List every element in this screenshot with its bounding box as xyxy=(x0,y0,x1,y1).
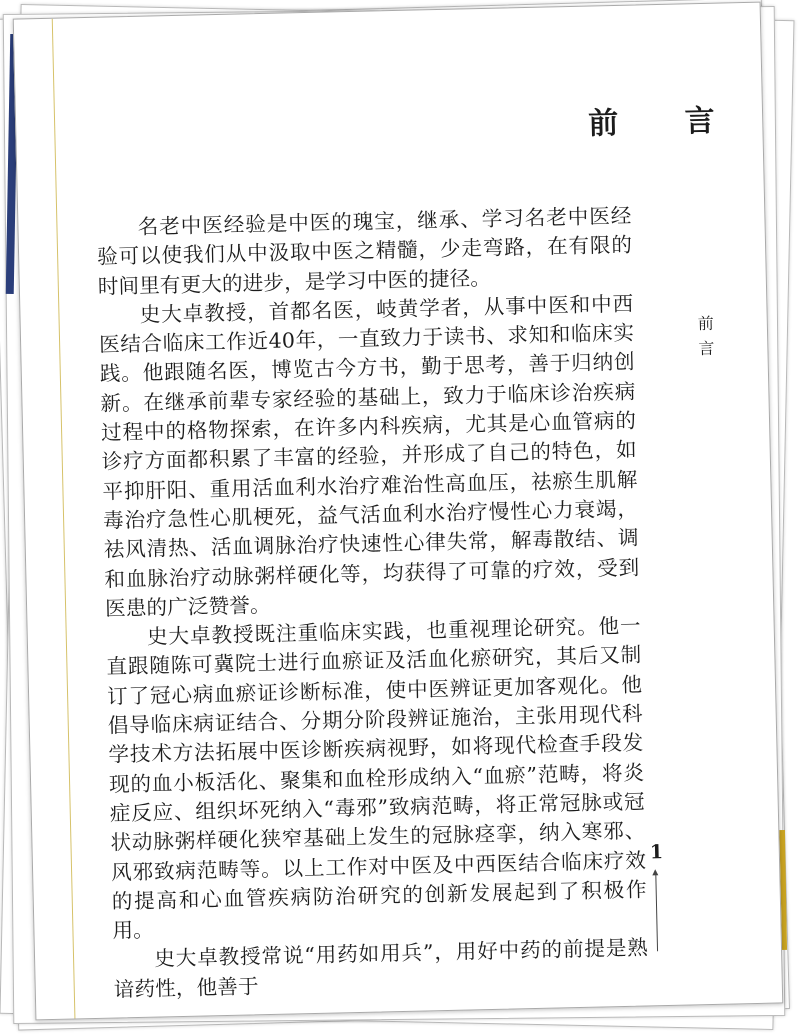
paragraph: 史大卓教授既注重临床实践，也重视理论研究。他一直跟随陈可冀院士进行血瘀证及活血化瘀研究，其后又制订了冠心病血瘀证诊断标准，使中医辨证更加客观化。他倡导临床病证结合、分期分阶段辨证施治，主张用现代科学技术方法拓展中医诊断疾病视野，如将现代检查手段发现的血小板活化、聚集和血栓形成纳入“血瘀”范畴，将炎症反应、组织坏死纳入“毒邪”致病范畴，将正常冠脉或冠状动脉粥样硬化狭窄基础上发生的冠脉痉挛，纳入寒邪、风邪致病范畴等。以上工作对中医及中西医结合临床疗效的提高和心血管疾病防治研究的创新发展起到了积极作用。 xyxy=(106,613,647,943)
paragraph: 史大卓教授，首都名医，岐黄学者，从事中医和中西医结合临床工作近40年，一直致力于读书、求知和临床实践。他跟随名医，博览古今方书，勤于思考，善于归纳创新。在继承前辈专家经验的基础上，致力于临床诊治疾病过程中的格物探索，在许多内科疾病，尤其是心血管病的诊疗方面都积累了丰富的经验，并形成了自己的特色，如平抑肝阳、重用活血利水治疗难治性高血压，祛瘀生肌解毒治疗急性心肌梗死，益气活血利水治疗慢性心力衰竭，祛风清热、活血调脉治疗快速性心律失常，解毒散结、调和血脉治疗动脉粥样硬化等，均获得了可靠的疗效，受到医患的广泛赞誉。 xyxy=(98,291,640,621)
page-body xyxy=(96,202,649,1005)
book-page xyxy=(13,2,784,1021)
running-side-title xyxy=(695,311,718,361)
paragraph: 名老中医经验是中医的瑰宝，继承、学习名老中医经验可以使我们从中汲取中医之精髓，少走弯路，在有限的时间里有更大的进步，是学习中医的捷径。 xyxy=(96,203,633,299)
side-title-char: 言 xyxy=(698,338,715,359)
page-number: 1 xyxy=(649,841,664,864)
paragraph: 史大卓教授常说“用药如用兵”，用好中药的前提是熟谙药性，他善于 xyxy=(113,935,649,1002)
side-title-char: 前 xyxy=(697,313,715,334)
page-margin-line xyxy=(52,19,76,1019)
page-number-marker xyxy=(655,871,658,951)
page-title: 前 言 xyxy=(587,103,744,142)
